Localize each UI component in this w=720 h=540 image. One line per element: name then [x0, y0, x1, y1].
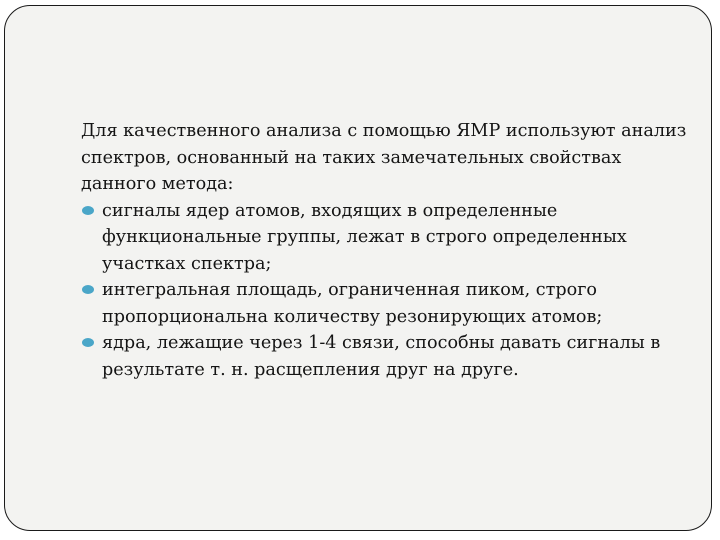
slide-content: [81, 118, 691, 383]
intro-paragraph: Для качественного анализа с помощью ЯМР используют анализ спектров, основанный на таких замечательных свойствах данного метода:: [81, 121, 687, 194]
bullet-dot-icon: [82, 338, 94, 347]
bullet-item: [81, 330, 691, 383]
bullet-text: интегральная площадь, ограниченная пиком, строго пропорциональна количеству резонирующих атомов;: [102, 280, 603, 327]
bullet-dot-icon: [82, 206, 94, 215]
bullet-list: [81, 198, 691, 384]
bullet-item: [81, 198, 691, 278]
bullet-item: [81, 277, 691, 330]
bullet-text: сигналы ядер атомов, входящих в определенные функциональные группы, лежат в строго определенных участках спектра;: [102, 200, 627, 274]
bullet-dot-icon: [82, 285, 94, 294]
bullet-text: ядра, лежащие через 1-4 связи, способны давать сигналы в результате т. н. расщепления друг на друге.: [102, 333, 661, 380]
